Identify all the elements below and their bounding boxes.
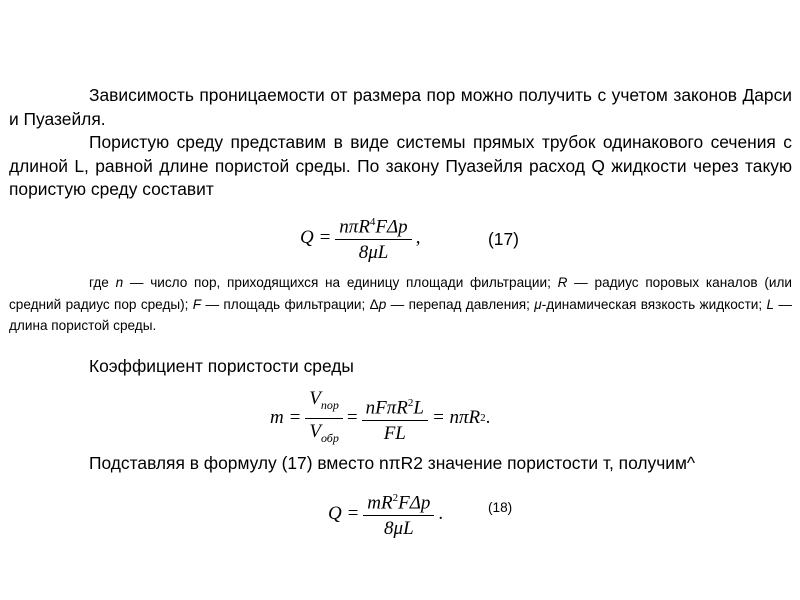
- porosity-heading: Коэффициент пористости среды: [89, 356, 354, 376]
- legend-f-text: — площадь фильтрации; Δ: [201, 296, 379, 312]
- legend-p: p: [378, 296, 387, 312]
- legend-n: n: [115, 275, 124, 290]
- substitution-paragraph: Подставляя в формулу (17) вместо nπR2 значение пористости т, получим^: [89, 453, 696, 473]
- eq17-num-b: FΔp: [375, 216, 408, 238]
- porosity-frac2-num-a: nFπR: [365, 396, 408, 418]
- equation-porosity: [270, 388, 490, 449]
- eq18-fraction: [363, 488, 434, 539]
- legend-l: L: [766, 296, 775, 312]
- porosity-v-pore-sub: пор: [320, 397, 339, 412]
- variables-legend: [9, 272, 792, 337]
- paragraph-darcy-poiseuille: Зависимость проницаемости от размера пор можно получить с учетом законов Дарси и Пуазейля.: [9, 85, 792, 129]
- porosity-frac1-num: [305, 388, 343, 419]
- legend-lead: где n: [89, 275, 124, 290]
- porosity-rhs: = nπR: [431, 407, 481, 429]
- legend-p-text: — перепад давления;: [386, 296, 535, 312]
- eq18-num-a: mR: [367, 492, 393, 514]
- porosity-frac2-num-b: L: [413, 396, 424, 418]
- eq17-tail: ,: [415, 226, 421, 248]
- eq18-denominator: 8μL: [384, 518, 414, 540]
- legend-mu-text: -динамическая вязкость жидкости;: [541, 296, 767, 312]
- porosity-frac1-den: [305, 419, 343, 449]
- porosity-eq-sign: =: [346, 407, 358, 429]
- porosity-frac2-power: 2: [407, 396, 414, 409]
- eq17-numerator: [335, 212, 411, 240]
- eq18-numerator: [363, 488, 434, 516]
- porosity-v-sample-sub: обр: [320, 430, 339, 445]
- porosity-rhs-power: 2: [480, 412, 486, 425]
- equation-18: [328, 488, 443, 539]
- eq17-lhs: Q =: [300, 226, 332, 248]
- paragraph-porous-medium: Пористую среду представим в виде системы прямых трубок одинакового сечения с длиной L, равной длине пористой среды. По закону Пуазейля расход Q жидкости через такую пористую среду составит: [9, 132, 792, 199]
- equation-18-number: (18): [488, 500, 513, 515]
- eq18-tail: .: [438, 502, 444, 524]
- legend-f: F: [192, 296, 202, 312]
- porosity-frac2-num: [362, 393, 428, 421]
- porosity-v-pore: V: [309, 388, 321, 409]
- eq17-fraction: [335, 212, 411, 263]
- eq17-num-a: nπR: [339, 216, 370, 238]
- porosity-rhs-tail: .: [485, 407, 491, 429]
- eq18-num-power: 2: [392, 492, 399, 504]
- legend-r-text: — радиус поровых каналов (или средний радиус пор среды);: [9, 275, 792, 312]
- equation-17-number: (17): [488, 229, 519, 249]
- eq17-num-power: 4: [369, 216, 376, 228]
- legend-n-text: — число пор, приходящихся на единицу площади фильтрации;: [123, 275, 558, 290]
- legend-mu: μ: [534, 296, 542, 312]
- porosity-fraction-channels: [362, 393, 428, 444]
- eq17-denominator: 8μL: [358, 242, 389, 264]
- porosity-frac2-den: FL: [383, 422, 406, 444]
- eq18-num-b: FΔp: [398, 492, 431, 514]
- eq18-lhs: Q =: [328, 502, 360, 524]
- porosity-v-sample: V: [309, 420, 321, 442]
- equation-17: [300, 212, 420, 263]
- porosity-lhs: m =: [270, 407, 302, 429]
- legend-r: R: [557, 275, 568, 290]
- porosity-fraction-volume: [305, 388, 343, 449]
- legend-l-text: — длина пористой среды.: [9, 296, 793, 333]
